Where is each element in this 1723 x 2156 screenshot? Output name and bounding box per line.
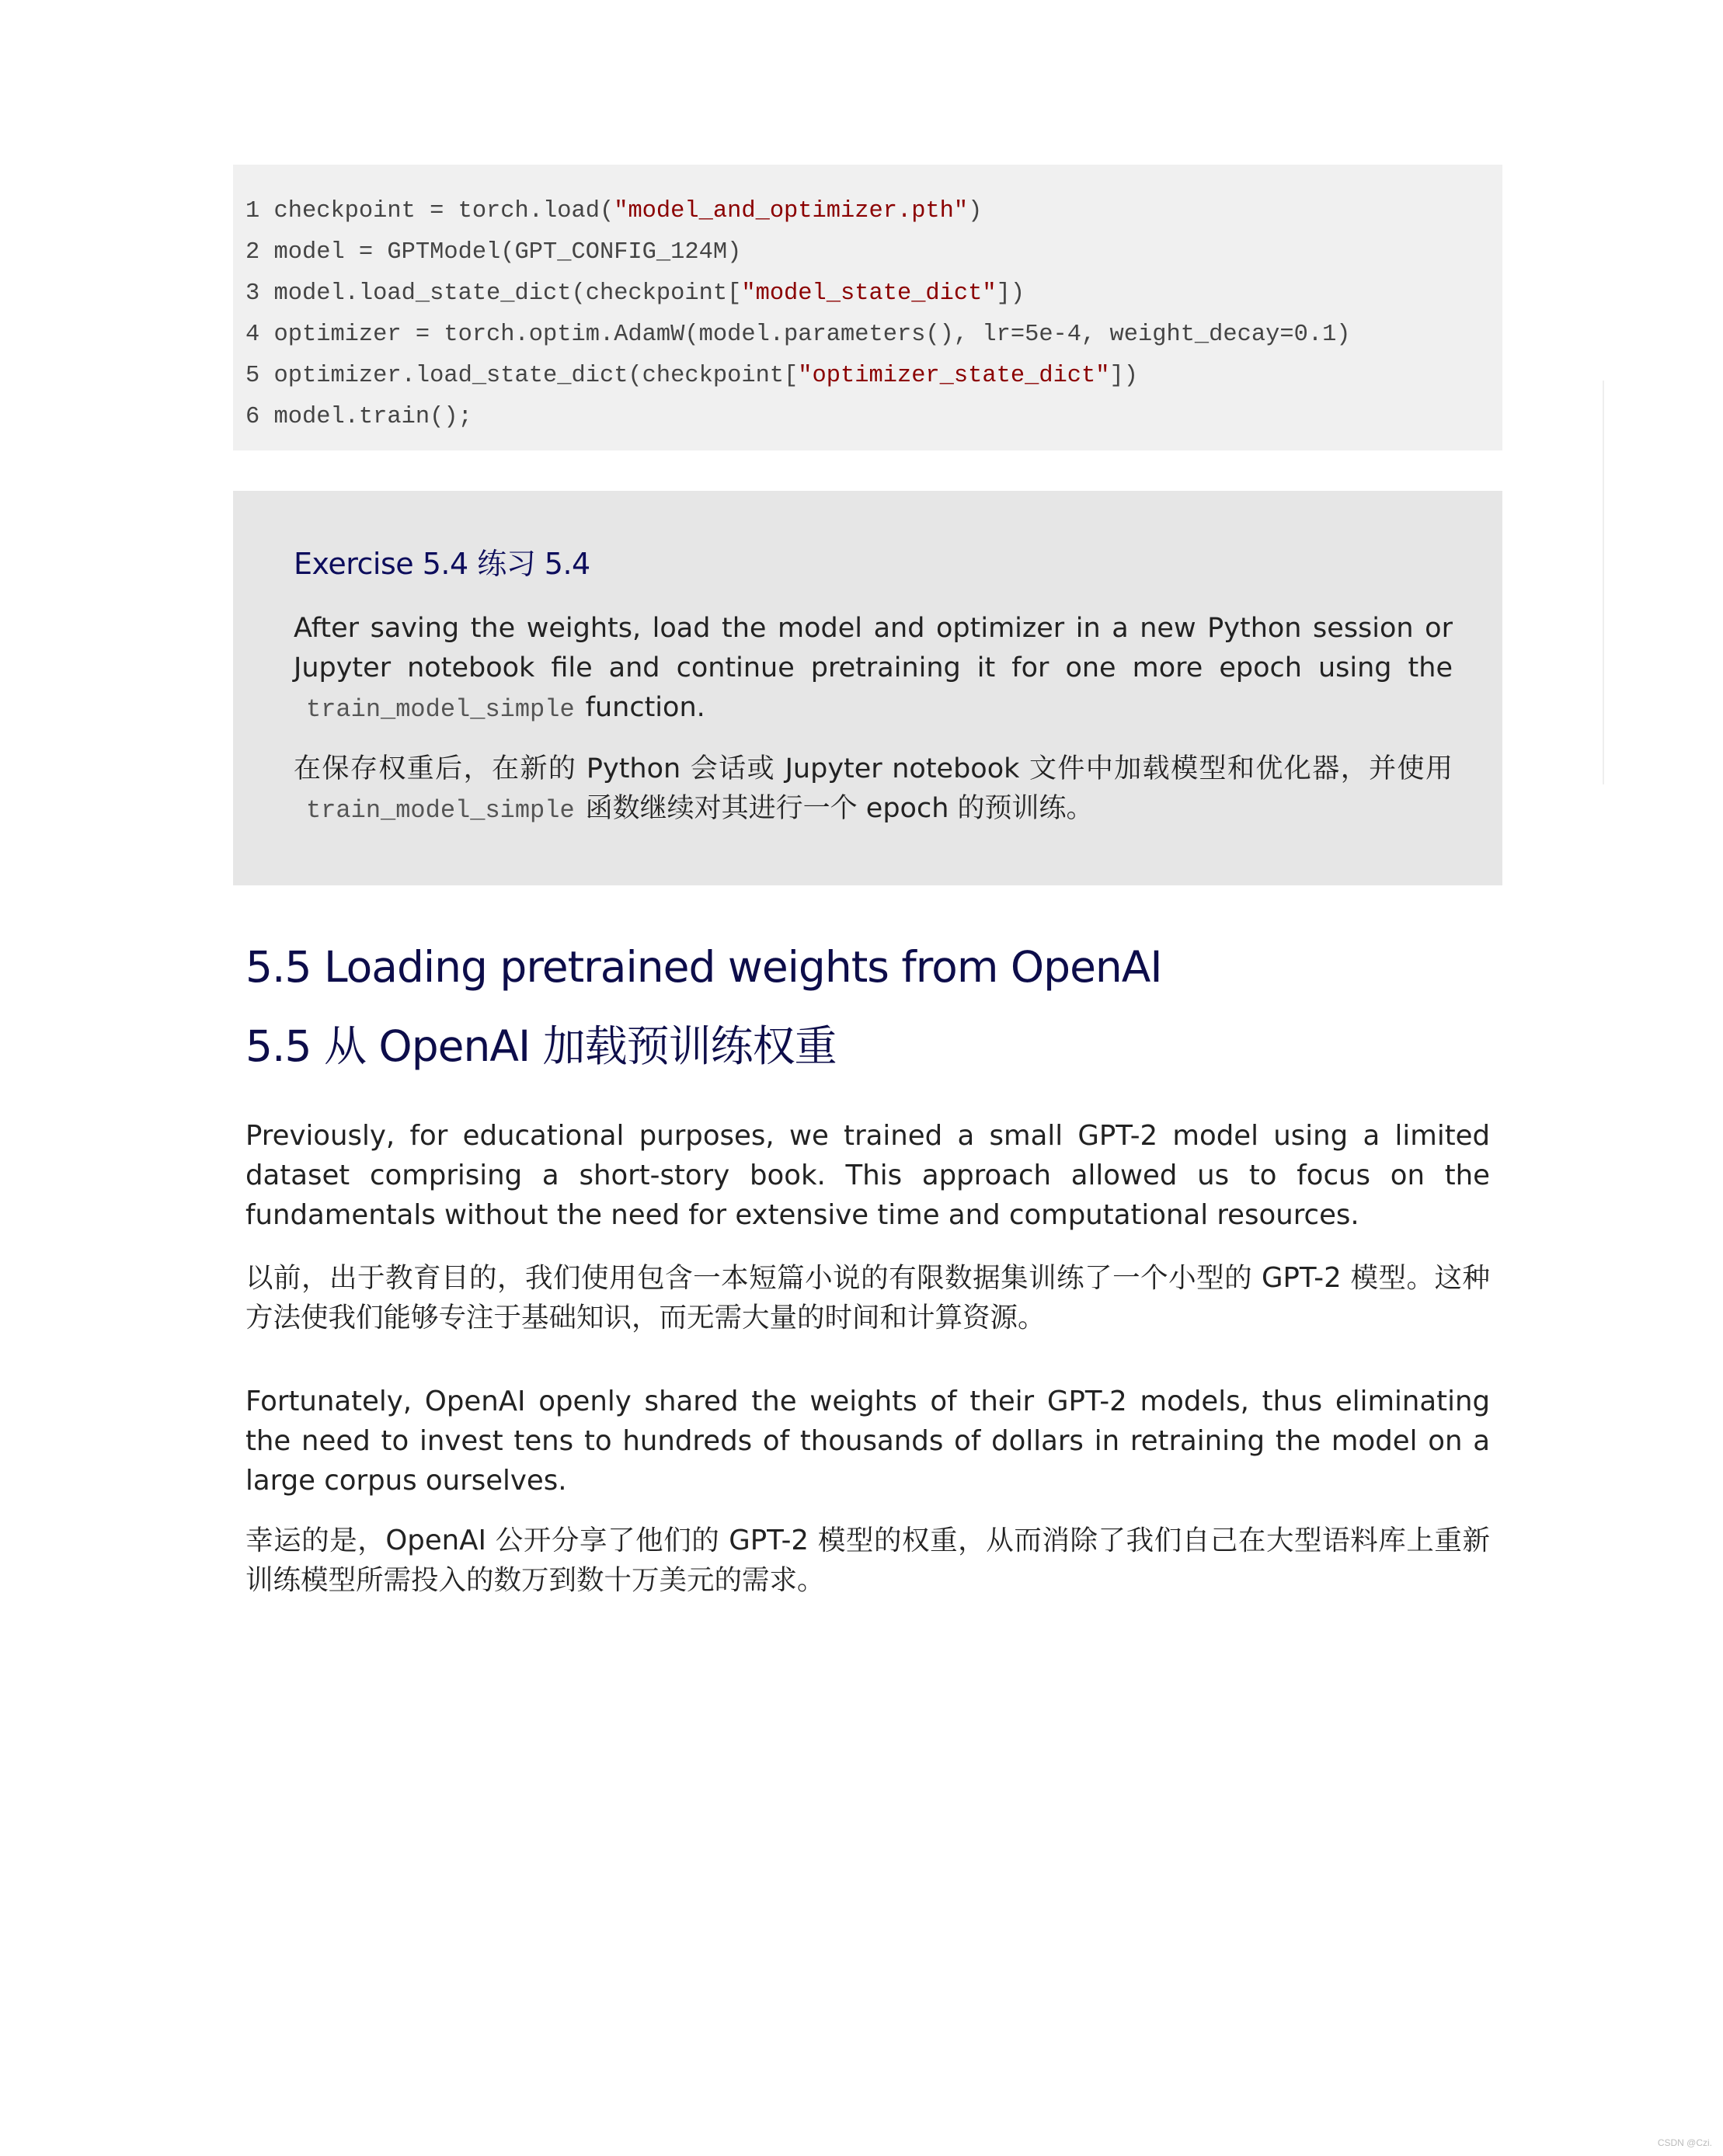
watermark: CSDN @Czi. <box>1657 2137 1712 2148</box>
exercise-cn-sentence: 在保存权重后，在新的 Python 会话或 Jupyter notebook 文件中加载模型和优化器，并使用 <box>294 753 1453 784</box>
code-block <box>233 165 1502 450</box>
line-number: 5 <box>245 363 260 389</box>
exercise-box <box>233 491 1502 885</box>
line-number: 4 <box>245 322 260 348</box>
exercise-en-sentence: After saving the weights, load the model and optimizer in a new Python session or Jupyter notebook file and continue pretraining it for one more epoch using the <box>294 613 1453 683</box>
section-heading-en: 5.5 Loading pretrained weights from OpenAI <box>245 942 1162 992</box>
line-number: 2 <box>245 239 260 266</box>
code-line <box>245 397 472 438</box>
code-line <box>245 191 982 232</box>
line-number: 6 <box>245 404 260 430</box>
section-heading-cn: 5.5 从 OpenAI 加载预训练权重 <box>245 1021 837 1071</box>
code-text: model = GPTModel(GPT_CONFIG_124M) <box>273 239 742 266</box>
exercise-title: Exercise 5.4 练习 5.4 <box>294 547 590 581</box>
code-line <box>245 273 1025 315</box>
code-text: ]) <box>1109 363 1139 389</box>
code-line <box>245 232 741 273</box>
code-string: "model_state_dict" <box>741 280 997 307</box>
code-text: optimizer.load_state_dict(checkpoint[ <box>273 363 799 389</box>
code-line <box>245 315 1351 356</box>
code-text: optimizer = torch.optim.AdamW(model.parameters(), lr=5e-4, weight_decay=0.1) <box>273 322 1351 348</box>
code-text: model.load_state_dict(checkpoint[ <box>273 280 742 307</box>
line-number: 1 <box>245 198 260 224</box>
code-line <box>245 356 1138 397</box>
exercise-text-en <box>294 609 1453 729</box>
code-string: "optimizer_state_dict" <box>798 363 1110 389</box>
scrollbar-track[interactable] <box>1603 381 1604 784</box>
paragraph-en-2: Fortunately, OpenAI openly shared the weights of their GPT-2 models, thus eliminating the need to invest tens to hundreds of thousands of dollars in retraining the model on a large corpus ourselves. <box>245 1386 1490 1497</box>
code-text: ) <box>968 198 983 224</box>
inline-code: train_model_simple <box>306 796 575 825</box>
paragraph-en-1: Previously, for educational purposes, we trained a small GPT-2 model using a limited dataset comprising a short-story book. This approach allowed us to focus on the fundamentals without the need for extensive time and computational resources. <box>245 1120 1490 1231</box>
code-string: "model_and_optimizer.pth" <box>614 198 969 224</box>
code-text: ]) <box>996 280 1025 307</box>
inline-code: train_model_simple <box>306 695 575 724</box>
code-text: checkpoint = torch.load( <box>273 198 614 224</box>
code-text: model.train(); <box>273 404 472 430</box>
paragraph-cn-1: 以前，出于教育目的，我们使用包含一本短篇小说的有限数据集训练了一个小型的 GPT-2 模型。这种方法使我们能够专注于基础知识，而无需大量的时间和计算资源。 <box>245 1262 1490 1334</box>
exercise-en-tail: function. <box>585 692 705 723</box>
exercise-cn-tail: 函数继续对其进行一个 epoch 的预训练。 <box>585 793 1094 824</box>
line-number: 3 <box>245 280 260 307</box>
paragraph-cn-2: 幸运的是，OpenAI 公开分享了他们的 GPT-2 模型的权重，从而消除了我们自己在大型语料库上重新训练模型所需投入的数万到数十万美元的需求。 <box>245 1525 1490 1596</box>
exercise-text-cn <box>294 749 1453 830</box>
